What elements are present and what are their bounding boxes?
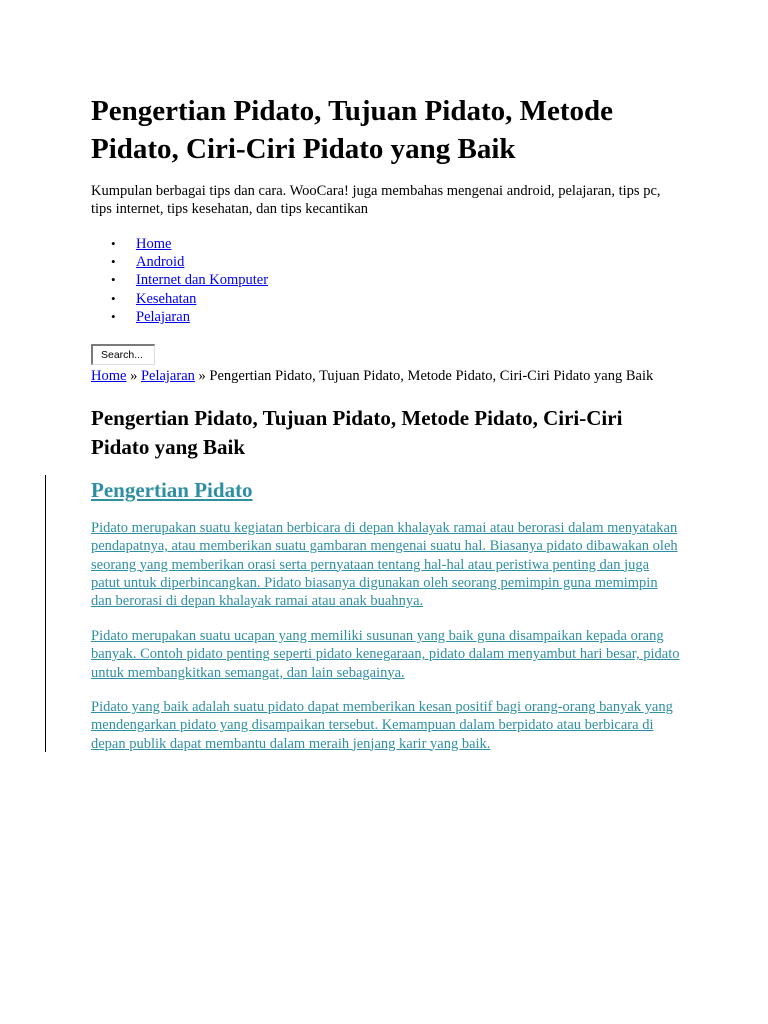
paragraph-3: [91, 698, 681, 753]
breadcrumb-home-link[interactable]: Home: [91, 368, 127, 384]
paragraph-3-link[interactable]: Pidato yang baik adalah suatu pidato dapat memberikan kesan positif bagi orang-orang banyak yang mendengarkan pidato yang disampaikan tersebut. Kemampuan dalam berpidato atau berbicara di depan publik dapat membantu dalam meraih jenjang karir yang baik.: [91, 699, 673, 752]
nav-link-pelajaran[interactable]: Pelajaran: [136, 308, 190, 325]
breadcrumb-separator: »: [126, 368, 141, 384]
nav-link-android[interactable]: Android: [136, 254, 185, 271]
breadcrumb-category-link[interactable]: Pelajaran: [140, 368, 195, 384]
nav-item-android: [91, 253, 268, 271]
site-title: Pengertian Pidato, Tujuan Pidato, Metode Pidato, Ciri-Ciri Pidato yang Baik: [91, 95, 614, 165]
nav-item-kesehatan: [91, 290, 268, 308]
post-title: Pengertian Pidato, Tujuan Pidato, Metode Pidato, Ciri-Ciri Pidato yang Baik: [91, 406, 623, 459]
paragraph-1-link[interactable]: Pidato merupakan suatu kegiatan berbicara di depan khalayak ramai atau berorasi dalam menyatakan pendapatnya, atau memberikan suatu gambaran mengenai suatu hal. Biasanya pidato dibawakan oleh seorang yang memberikan orasi serta pernyataan tentang hal-hal atau peristiwa penting dan juga patut untuk diperbincangkan. Pidato biasanya digunakan oleh seorang pemimpin guna memimpin dan berorasi di depan khalayak ramai atau anak buahnya.: [91, 520, 678, 610]
nav-link-kesehatan[interactable]: Kesehatan: [136, 290, 197, 307]
paragraph-1: [91, 519, 681, 610]
bullet-icon: •: [111, 308, 116, 324]
section-heading: [91, 476, 253, 504]
search-input[interactable]: [91, 344, 155, 365]
bullet-icon: •: [111, 272, 116, 288]
bullet-icon: •: [111, 236, 116, 251]
nav-item-pelajaran: [91, 308, 268, 326]
paragraph-2: [91, 627, 681, 682]
breadcrumb-current: Pengertian Pidato, Tujuan Pidato, Metode Pidato, Ciri-Ciri Pidato yang Baik: [209, 368, 654, 384]
site-description: Kumpulan berbagai tips dan cara. WooCara! juga membahas mengenai android, pelajaran, tips pc, tips internet, tips kesehatan, dan tips kecantikan: [91, 183, 661, 217]
bullet-icon: •: [111, 290, 116, 306]
nav-item-home: [91, 235, 268, 253]
nav-link-home[interactable]: Home: [136, 236, 172, 252]
nav-link-internet-komputer[interactable]: Internet dan Komputer: [136, 272, 269, 289]
main-nav: [91, 235, 268, 326]
breadcrumb-separator: »: [194, 368, 210, 384]
nav-item-internet-komputer: [91, 271, 268, 289]
paragraph-2-link[interactable]: Pidato merupakan suatu ucapan yang memiliki susunan yang baik guna disampaikan kepada orang banyak. Contoh pidato penting seperti pidato kenegaraan, pidato dalam menyambut hari besar, pidato untuk membangkitkan semangat, dan lain sebagainya.: [91, 628, 680, 681]
bullet-icon: •: [111, 254, 116, 270]
breadcrumb: [91, 367, 731, 385]
content-divider: [45, 475, 46, 752]
section-heading-link[interactable]: Pengertian Pidato: [91, 478, 253, 502]
